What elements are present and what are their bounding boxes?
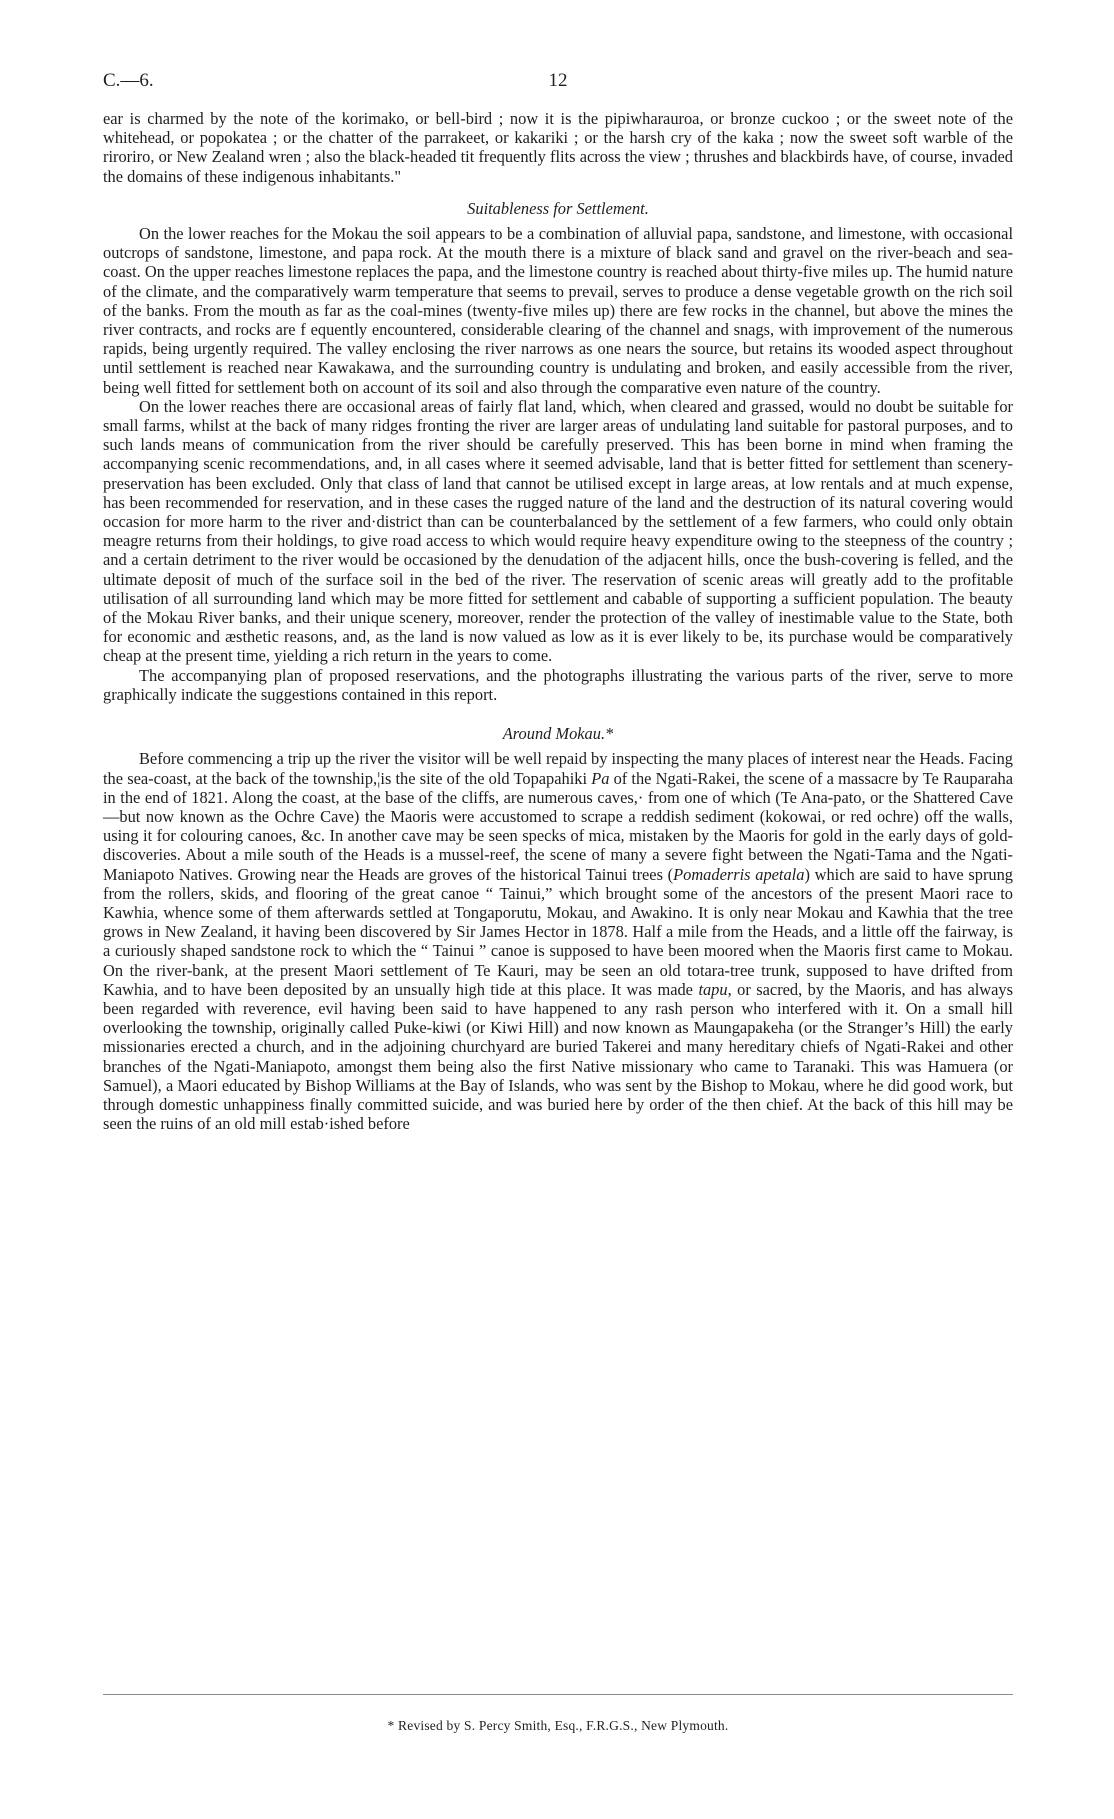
italic-term-species: Pomaderris apetala xyxy=(673,864,805,884)
paragraph-text: Before commencing a trip up the river the visitor will be well repaid by inspecting the many places of interest near the Heads. Facing the sea-coast, at the back of the township,¦is the site of the old Topapahiki xyxy=(103,749,1013,788)
paragraph-text: ) which are said to have sprung from the rollers, skids, and flooring of the great canoe “ Tainui,” which brought some of the ancestors of the present Maori race to Kawhia, whence some of them afterwards settled at Tongaporutu, Mokau, and Awakino. It is only near Mokau and Kawhia that the tree grows in New Zealand, it having been discovered by Sir James Hector in 1878. Half a mile from the Heads, and a little off the fairway, is a curiously shaped sandstone rock to which the “ Tainui ” canoe is supposed to have been moored when the Maoris first came to Mokau. On the river-bank, at the present Maori settlement of Te Kauri, may be seen an old totara-tree trunk, supposed to have drifted from Kawhia, and to have been deposited by an unsually high tide at this place. It was made xyxy=(103,864,1013,999)
paragraph-text: , or sacred, by the Maoris, and has always been regarded with reverence, evil having been said to have happened to any rash person who interfered with it. On a small hill overlooking the township, originally called Puke-kiwi (or Kiwi Hill) and now known as Maungapakeha (or the Stranger’s Hill) the early missionaries erected a church, and in the adjoining churchyard are buried Takerei and many hereditary chiefs of Ngati-Rakei and other branches of the Ngati-Maniapoto, amongst them being also the first Native missionary who came to Taranaki. This was Hamuera (or Samuel), a Maori educated by Bishop Williams at the Bay of Islands, who was sent by the Bishop to Mokau, where he did good work, but through domestic unhappiness finally committed suicide, and was buried here by order of the then chief. At the back of this hill may be seen the ruins of an old mill estab·ished before xyxy=(103,979,1013,1134)
italic-term-pa: Pa xyxy=(591,768,610,788)
footnote-divider xyxy=(103,1694,1013,1695)
section-heading-settlement: Suitableness for Settlement. xyxy=(467,198,649,218)
italic-term-tapu: tapu xyxy=(698,979,728,999)
paragraph-text: of the Ngati-Rakei, the scene of a massacre by Te Rauparaha in the end of 1821. Along the coast, at the base of the cliffs, are numerous caves,· from one of which (Te Ana-pato, or the Shattered Cave—but now known as the Ochre Cave) the Maoris were accustomed to scrape a reddish sediment (kokowai, or red ochre) off the walls, using it for colouring canoes, &c. In another cave may be seen specks of mica, mistaken by the Maoris for gold in the early days of gold-discoveries. About a mile south of the Heads is a mussel-reef, the scene of many a severe fight between the Ngati-Tama and the Ngati-Maniapoto Natives. Growing near the Heads are groves of the historical Tainui trees ( xyxy=(103,768,1013,884)
footnote: * Revised by S. Percy Smith, Esq., F.R.G.S., New Plymouth. xyxy=(387,1718,729,1733)
paragraph-plan: The accompanying plan of proposed reservations, and the photographs illustrating the various parts of the river, serve to more graphically indicate the suggestions contained in this report. xyxy=(103,665,1013,704)
opening-paragraph: ear is charmed by the note of the korimako, or bell-bird ; now it is the pipiwharauroa, or bronze cuckoo ; or the sweet note of the whitehead, or popokatea ; or the chatter of the parrakeet, or kakariki ; or the harsh cry of the kaka ; now the sweet soft warble of the riroriro, or New Zealand wren ; also the black-headed tit frequently flits across the view ; thrushes and blackbirds have, of course, invaded the domains of these indigenous inhabitants." xyxy=(103,109,1013,186)
section-heading-around-mokau: Around Mokau.* xyxy=(502,724,614,744)
page-number: 12 xyxy=(548,70,568,91)
paragraph-soil: On the lower reaches for the Mokau the soil appears to be a combination of alluvial papa, sandstone, and limestone, with occasional outcrops of sandstone, limestone, and papa rock. At the mouth there is a mixture of black sand and gravel on the river-beach and sea-coast. On the upper reaches limestone replaces the papa, and the limestone country is reached about thirty-five miles up. The humid nature of the climate, and the comparatively warm temperature that seems to prevail, serves to produce a dense vegetable growth on the rich soil of the banks. From the mouth as far as the coal-mines (twenty-five miles up) there are few rocks in the channel, but above the mines the river contracts, and rocks are f equently encountered, considerable clearing of the channel and snags, with improvement of the numerous rapids, being urgently required. The valley enclosing the river narrows as one nears the source, but retains its wooded aspect throughout until settlement is reached near Kawakawa, and the surrounding country is undulating and broken, and easily accessible from the river, being well fitted for settlement both on account of its soil and also through the comparative even nature of the country. xyxy=(103,224,1013,397)
document-reference: C.—6. xyxy=(103,70,154,91)
running-header xyxy=(103,70,1013,96)
paragraph-lower-reaches: On the lower reaches there are occasional areas of fairly flat land, which, when cleared and grassed, would no doubt be suitable for small farms, whilst at the back of many ridges fronting the river are larger areas of undulating land suitable for pastoral purposes, and to such lands means of communication from the river should be carefully preserved. This has been borne in mind when framing the accompanying scenic recommendations, and, in all cases where it seemed advisable, land that is better fitted for settlement than scenery-preservation has been excluded. Only that class of land that cannot be utilised except in large areas, at low rentals and at much expense, has been recommended for reservation, and in these cases the rugged nature of the land and the destruction of its natural covering would occasion for more harm to the river and·district than can be counterbalanced by the settlement of a few farmers, who could only obtain meagre returns from their holdings, to give road access to which would require heavy expenditure owing to the steepness of the country ; and a certain detriment to the river would be occasioned by the denudation of the adjacent hills, once the bush-covering is felled, and the ultimate deposit of much of the surface soil in the bed of the river. The reservation of scenic areas will greatly add to the profitable utilisation of all surrounding land which may be more fitted for settlement and cabable of supporting a sufficient population. The beauty of the Mokau River banks, and their unique scenery, moreover, render the protection of the valley of inestimable value to the State, both for economic and æsthetic reasons, and, as the land is now valued as low as it is ever likely to be, its purchase would be comparatively cheap at the present time, yielding a rich return in the years to come. xyxy=(103,396,1013,666)
paragraph-around-mokau xyxy=(103,749,1013,1133)
body-text xyxy=(103,109,1013,1133)
